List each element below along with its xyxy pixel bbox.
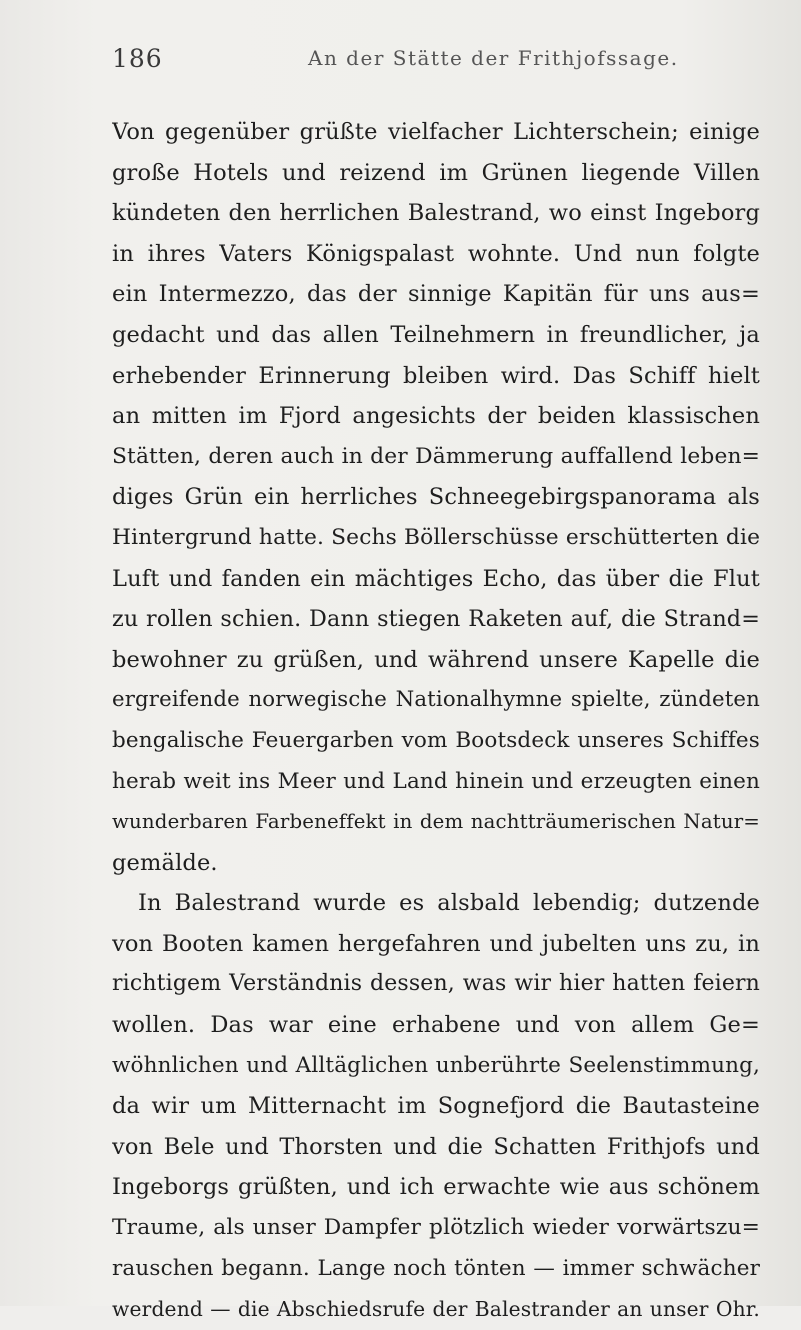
text-line: In Balestrand wurde es alsbald lebendig; dutzende — [138, 890, 760, 917]
text-line: an mitten im Fjord angesichts der beiden klassischen — [112, 403, 760, 430]
text-line: zu rollen schien. Dann stiegen Raketen auf, die Strand= — [112, 606, 760, 633]
text-line: wollen. Das war eine erhabene und von allem Ge= — [112, 1012, 760, 1039]
text-line: von Booten kamen hergefahren und jubelten uns zu, in — [112, 930, 760, 957]
paragraph-1 — [112, 112, 760, 883]
text-line: richtigem Verständnis dessen, was wir hier hatten feiern — [112, 971, 760, 997]
running-title: An der Stätte der Frithjofssage. — [308, 46, 679, 70]
text-line: diges Grün ein herrliches Schneegebirgspanorama als — [112, 484, 760, 511]
text-line: kündeten den herrlichen Balestrand, wo einst Ingeborg — [112, 200, 760, 227]
running-head — [112, 44, 762, 78]
text-line: da wir um Mitternacht im Sognefjord die Bautasteine — [112, 1093, 760, 1120]
text-line: Luft und fanden ein mächtiges Echo, das über die Flut — [112, 565, 760, 592]
text-line: herab weit ins Meer und Land hinein und erzeugten einen — [112, 768, 760, 794]
text-line: gedacht und das allen Teilnehmern in freundlicher, ja — [112, 321, 760, 348]
text-line: von Bele und Thorsten und die Schatten Frithjofs und — [112, 1133, 760, 1160]
text-line: wunderbaren Farbeneffekt in dem nachtträumerischen Natur= — [112, 810, 760, 834]
page-number: 186 — [112, 44, 163, 73]
text-line: ergreifende norwegische Nationalhymne spielte, zündeten — [112, 687, 760, 713]
text-line: bewohner zu grüßen, und während unsere Kapelle die — [112, 646, 760, 673]
text-line: rauschen begann. Lange noch tönten — immer schwächer — [112, 1255, 760, 1281]
text-line: bengalische Feuergarben vom Bootsdeck unseres Schiffes — [112, 727, 760, 753]
text-line: ein Intermezzo, das der sinnige Kapitän für uns aus= — [112, 281, 760, 308]
text-line: gemälde. — [112, 849, 218, 876]
text-line: Von gegenüber grüßte vielfacher Lichterschein; einige — [112, 119, 760, 145]
text-line: erhebender Erinnerung bleiben wird. Das Schiff hielt — [112, 362, 760, 389]
text-line: Traume, als unser Dampfer plötzlich wieder vorwärtszu= — [112, 1215, 760, 1241]
text-line: in ihres Vaters Königspalast wohnte. Und nun folgte — [112, 240, 760, 267]
text-line: Stätten, deren auch in der Dämmerung auffallend leben= — [112, 443, 760, 469]
text-line: werdend — die Abschiedsrufe der Balestrander an unser Ohr. — [112, 1297, 760, 1322]
text-line: große Hotels und reizend im Grünen liegende Villen — [112, 159, 760, 186]
paragraph-2 — [112, 883, 760, 1330]
body-text — [112, 112, 760, 1330]
text-line: Ingeborgs grüßten, und ich erwachte wie aus schönem — [112, 1174, 760, 1201]
text-line: wöhnlichen und Alltäglichen unberührte Seelenstimmung, — [112, 1052, 760, 1078]
text-line: Hintergrund hatte. Sechs Böllerschüsse erschütterten die — [112, 524, 760, 550]
